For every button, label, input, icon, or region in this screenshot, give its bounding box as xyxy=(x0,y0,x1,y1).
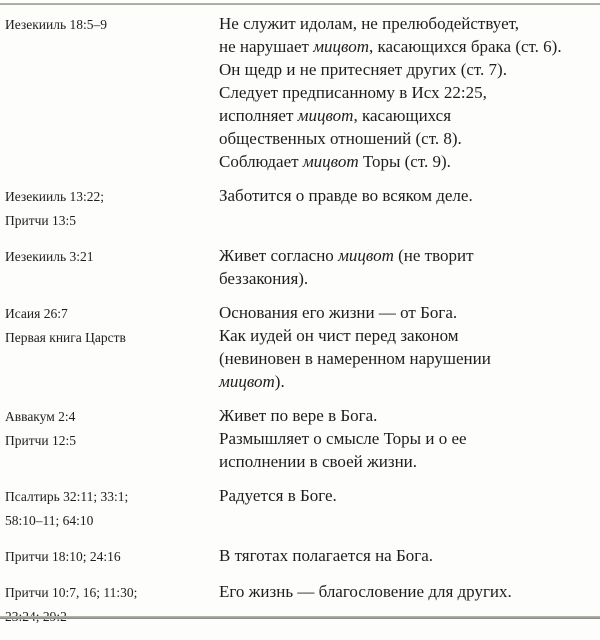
reference-line: Притчи 13:5 xyxy=(5,213,77,228)
reference-line: Иезекииль 3:21 xyxy=(5,249,94,264)
reference-line: Первая книга Царств xyxy=(5,330,126,345)
description-segment: Не служит идолам, не прелюбодействует, xyxy=(219,14,520,33)
italic-term: мицвот xyxy=(338,246,394,265)
description-line xyxy=(219,58,596,81)
description-line xyxy=(219,267,596,290)
description-cell xyxy=(219,580,596,629)
table-row xyxy=(5,244,596,290)
reference-line: Псалтирь 32:11; 33:1; xyxy=(5,489,129,504)
description-segment: Соблюдает xyxy=(219,152,303,171)
description-segment: Торы (ст. 9). xyxy=(358,152,451,171)
description-line xyxy=(219,544,596,567)
description-line xyxy=(219,427,596,450)
table-row xyxy=(5,404,596,473)
description-segment: , касающихся xyxy=(353,106,452,125)
description-segment: ). xyxy=(274,372,285,391)
reference-cell xyxy=(5,404,219,473)
description-cell xyxy=(219,484,596,533)
reference-cell xyxy=(5,580,219,629)
description-line xyxy=(219,347,596,370)
table-row xyxy=(5,544,596,569)
description-line xyxy=(219,127,596,150)
description-line xyxy=(219,104,596,127)
description-line xyxy=(219,35,596,58)
description-segment: (не творит xyxy=(393,246,474,265)
reference-line: Иезекииль 13:22; xyxy=(5,189,105,204)
italic-term: мицвот xyxy=(313,37,369,56)
description-line xyxy=(219,81,596,104)
description-line xyxy=(219,404,596,427)
description-segment: беззакония). xyxy=(219,269,309,288)
description-cell xyxy=(219,544,596,569)
table-row xyxy=(5,184,596,233)
table-bottom-rule xyxy=(0,616,600,619)
description-segment: Заботится о правде во всяком деле. xyxy=(219,186,473,205)
reference-cell xyxy=(5,244,219,290)
description-segment: Живет по вере в Бога. xyxy=(219,406,378,425)
description-segment: Живет согласно xyxy=(219,246,339,265)
reference-cell xyxy=(5,484,219,533)
table-row xyxy=(5,580,596,629)
description-segment: исполняет xyxy=(219,106,298,125)
description-segment: В тяготах полагается на Бога. xyxy=(219,546,434,565)
reference-cell xyxy=(5,184,219,233)
description-line xyxy=(219,244,596,267)
description-line xyxy=(219,324,596,347)
reference-line: Иезекииль 18:5–9 xyxy=(5,17,108,32)
description-line xyxy=(219,301,596,324)
description-line xyxy=(219,484,596,507)
reference-line: Притчи 10:7, 16; 11:30; xyxy=(5,585,138,600)
table-row xyxy=(5,301,596,393)
italic-term: мицвот xyxy=(297,106,354,125)
description-segment: (невиновен в намеренном нарушении xyxy=(219,349,491,368)
italic-term: мицвот xyxy=(302,152,359,171)
description-cell xyxy=(219,12,596,173)
reference-line: Аввакум 2:4 xyxy=(5,409,76,424)
description-segment: Он щедр и не притесняет других (ст. 7). xyxy=(219,60,507,79)
description-segment: Как иудей он чист перед законом xyxy=(219,326,459,345)
description-segment: Размышляет о смысле Торы и о ее xyxy=(219,429,467,448)
description-cell xyxy=(219,244,596,290)
italic-term: мицвот xyxy=(219,372,275,391)
description-cell xyxy=(219,301,596,393)
description-line xyxy=(219,150,596,173)
description-segment: Следует предписанному в Исх 22:25, xyxy=(219,83,487,102)
description-line xyxy=(219,450,596,473)
description-segment: Радуется в Боге. xyxy=(219,486,337,505)
description-cell xyxy=(219,184,596,233)
table-row xyxy=(5,484,596,533)
scripture-reference-table xyxy=(5,12,596,640)
description-segment: исполнении в своей жизни. xyxy=(219,452,418,471)
table-row xyxy=(5,12,596,173)
reference-cell xyxy=(5,12,219,173)
description-cell xyxy=(219,404,596,473)
description-segment: , касающихся брака (ст. 6). xyxy=(368,37,562,56)
reference-line: Исаия 26:7 xyxy=(5,306,68,321)
description-segment: не нарушает xyxy=(219,37,314,56)
reference-line: Притчи 18:10; 24:16 xyxy=(5,549,121,564)
reference-line: Притчи 12:5 xyxy=(5,433,77,448)
reference-cell xyxy=(5,301,219,393)
description-line xyxy=(219,580,596,603)
reference-cell xyxy=(5,544,219,569)
description-line xyxy=(219,184,596,207)
description-segment: общественных отношений (ст. 8). xyxy=(219,129,462,148)
description-line xyxy=(219,12,596,35)
table-top-rule xyxy=(0,3,600,5)
reference-line: 58:10–11; 64:10 xyxy=(5,513,94,528)
description-line xyxy=(219,370,596,393)
description-segment: Основания его жизни — от Бога. xyxy=(219,303,458,322)
description-segment: Его жизнь — благословение для других. xyxy=(219,582,512,601)
